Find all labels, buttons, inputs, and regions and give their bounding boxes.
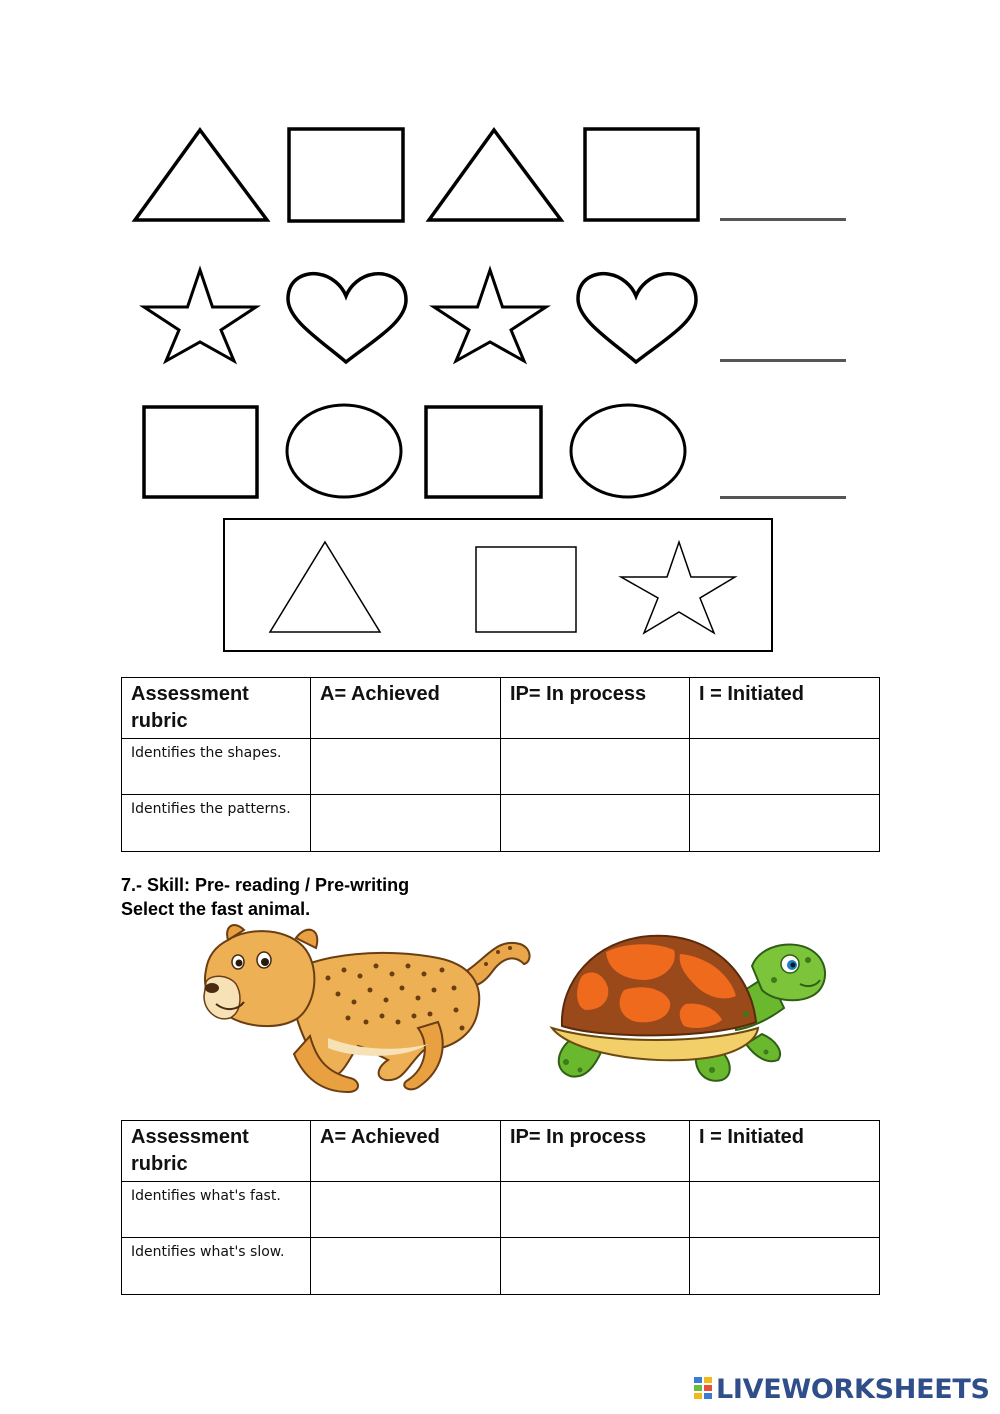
pattern-answer-blank-2[interactable] [720, 359, 846, 362]
header-cell: Assessment rubric [122, 1121, 311, 1182]
logo-mark-icon [692, 1375, 714, 1403]
header-cell: I = Initiated [690, 1121, 880, 1182]
option-triangle[interactable] [270, 542, 380, 632]
star-shape [144, 270, 256, 361]
header-cell: A= Achieved [311, 678, 501, 739]
section-instruction: Select the fast animal. [121, 899, 311, 919]
option-star[interactable] [621, 542, 735, 633]
rating-cell-initiated[interactable] [690, 1238, 880, 1295]
criterion-cell: Identifies what's slow. [122, 1238, 311, 1295]
triangle-shape [135, 130, 267, 220]
header-cell: A= Achieved [311, 1121, 501, 1182]
rating-cell-initiated[interactable] [690, 795, 880, 852]
section-title: 7.- Skill: Pre- reading / Pre-writing [121, 875, 410, 895]
square-shape [426, 407, 541, 497]
cheetah-nose [205, 983, 219, 993]
rating-cell-achieved[interactable] [311, 739, 501, 795]
square-shape [476, 547, 576, 632]
section-7-heading [121, 873, 409, 921]
star-shape [621, 542, 735, 633]
cheetah-muzzle [204, 976, 240, 1019]
rubric-table-shapes [121, 677, 880, 852]
triangle-shape [270, 542, 380, 632]
criterion-cell: Identifies the patterns. [122, 795, 311, 852]
table-row [122, 1182, 880, 1238]
square-shape [585, 129, 698, 220]
pattern-row-1 [130, 124, 710, 224]
criterion-cell: Identifies the shapes. [122, 739, 311, 795]
rating-cell-achieved[interactable] [311, 795, 501, 852]
criterion-cell: Identifies what's fast. [122, 1182, 311, 1238]
square-shape [289, 129, 403, 221]
rating-cell-in-process[interactable] [501, 795, 690, 852]
pattern-answer-blank-1[interactable] [720, 218, 846, 221]
rubric-table-speed [121, 1120, 880, 1295]
turtle-image[interactable] [546, 930, 832, 1094]
cheetah-image[interactable] [198, 918, 533, 1094]
star-shape [434, 270, 546, 361]
rating-cell-in-process[interactable] [501, 739, 690, 795]
logo-text: LIVEWORKSHEETS [716, 1373, 990, 1405]
header-cell: IP= In process [501, 1121, 690, 1182]
rating-cell-initiated[interactable] [690, 739, 880, 795]
header-cell: I = Initiated [690, 678, 880, 739]
triangle-shape [429, 130, 561, 220]
rating-cell-initiated[interactable] [690, 1182, 880, 1238]
cheetah-tail [466, 943, 530, 986]
pattern-row-3 [130, 400, 710, 504]
table-header-row [122, 678, 880, 739]
heart-shape [288, 274, 406, 362]
rating-cell-in-process[interactable] [501, 1182, 690, 1238]
rating-cell-achieved[interactable] [311, 1182, 501, 1238]
answer-options [225, 520, 771, 650]
header-cell: IP= In process [501, 678, 690, 739]
table-row [122, 795, 880, 852]
rating-cell-achieved[interactable] [311, 1238, 501, 1295]
table-header-row [122, 1121, 880, 1182]
option-square[interactable] [476, 547, 576, 632]
pattern-answer-blank-3[interactable] [720, 496, 846, 499]
table-row [122, 1238, 880, 1295]
header-cell: Assessment rubric [122, 678, 311, 739]
pattern-row-2 [130, 264, 710, 368]
circle-shape [571, 405, 685, 497]
rating-cell-in-process[interactable] [501, 1238, 690, 1295]
answer-options-box [223, 518, 773, 652]
heart-shape [578, 274, 696, 362]
circle-shape [287, 405, 401, 497]
table-row [122, 739, 880, 795]
square-shape [144, 407, 257, 497]
liveworksheets-logo [692, 1374, 990, 1404]
